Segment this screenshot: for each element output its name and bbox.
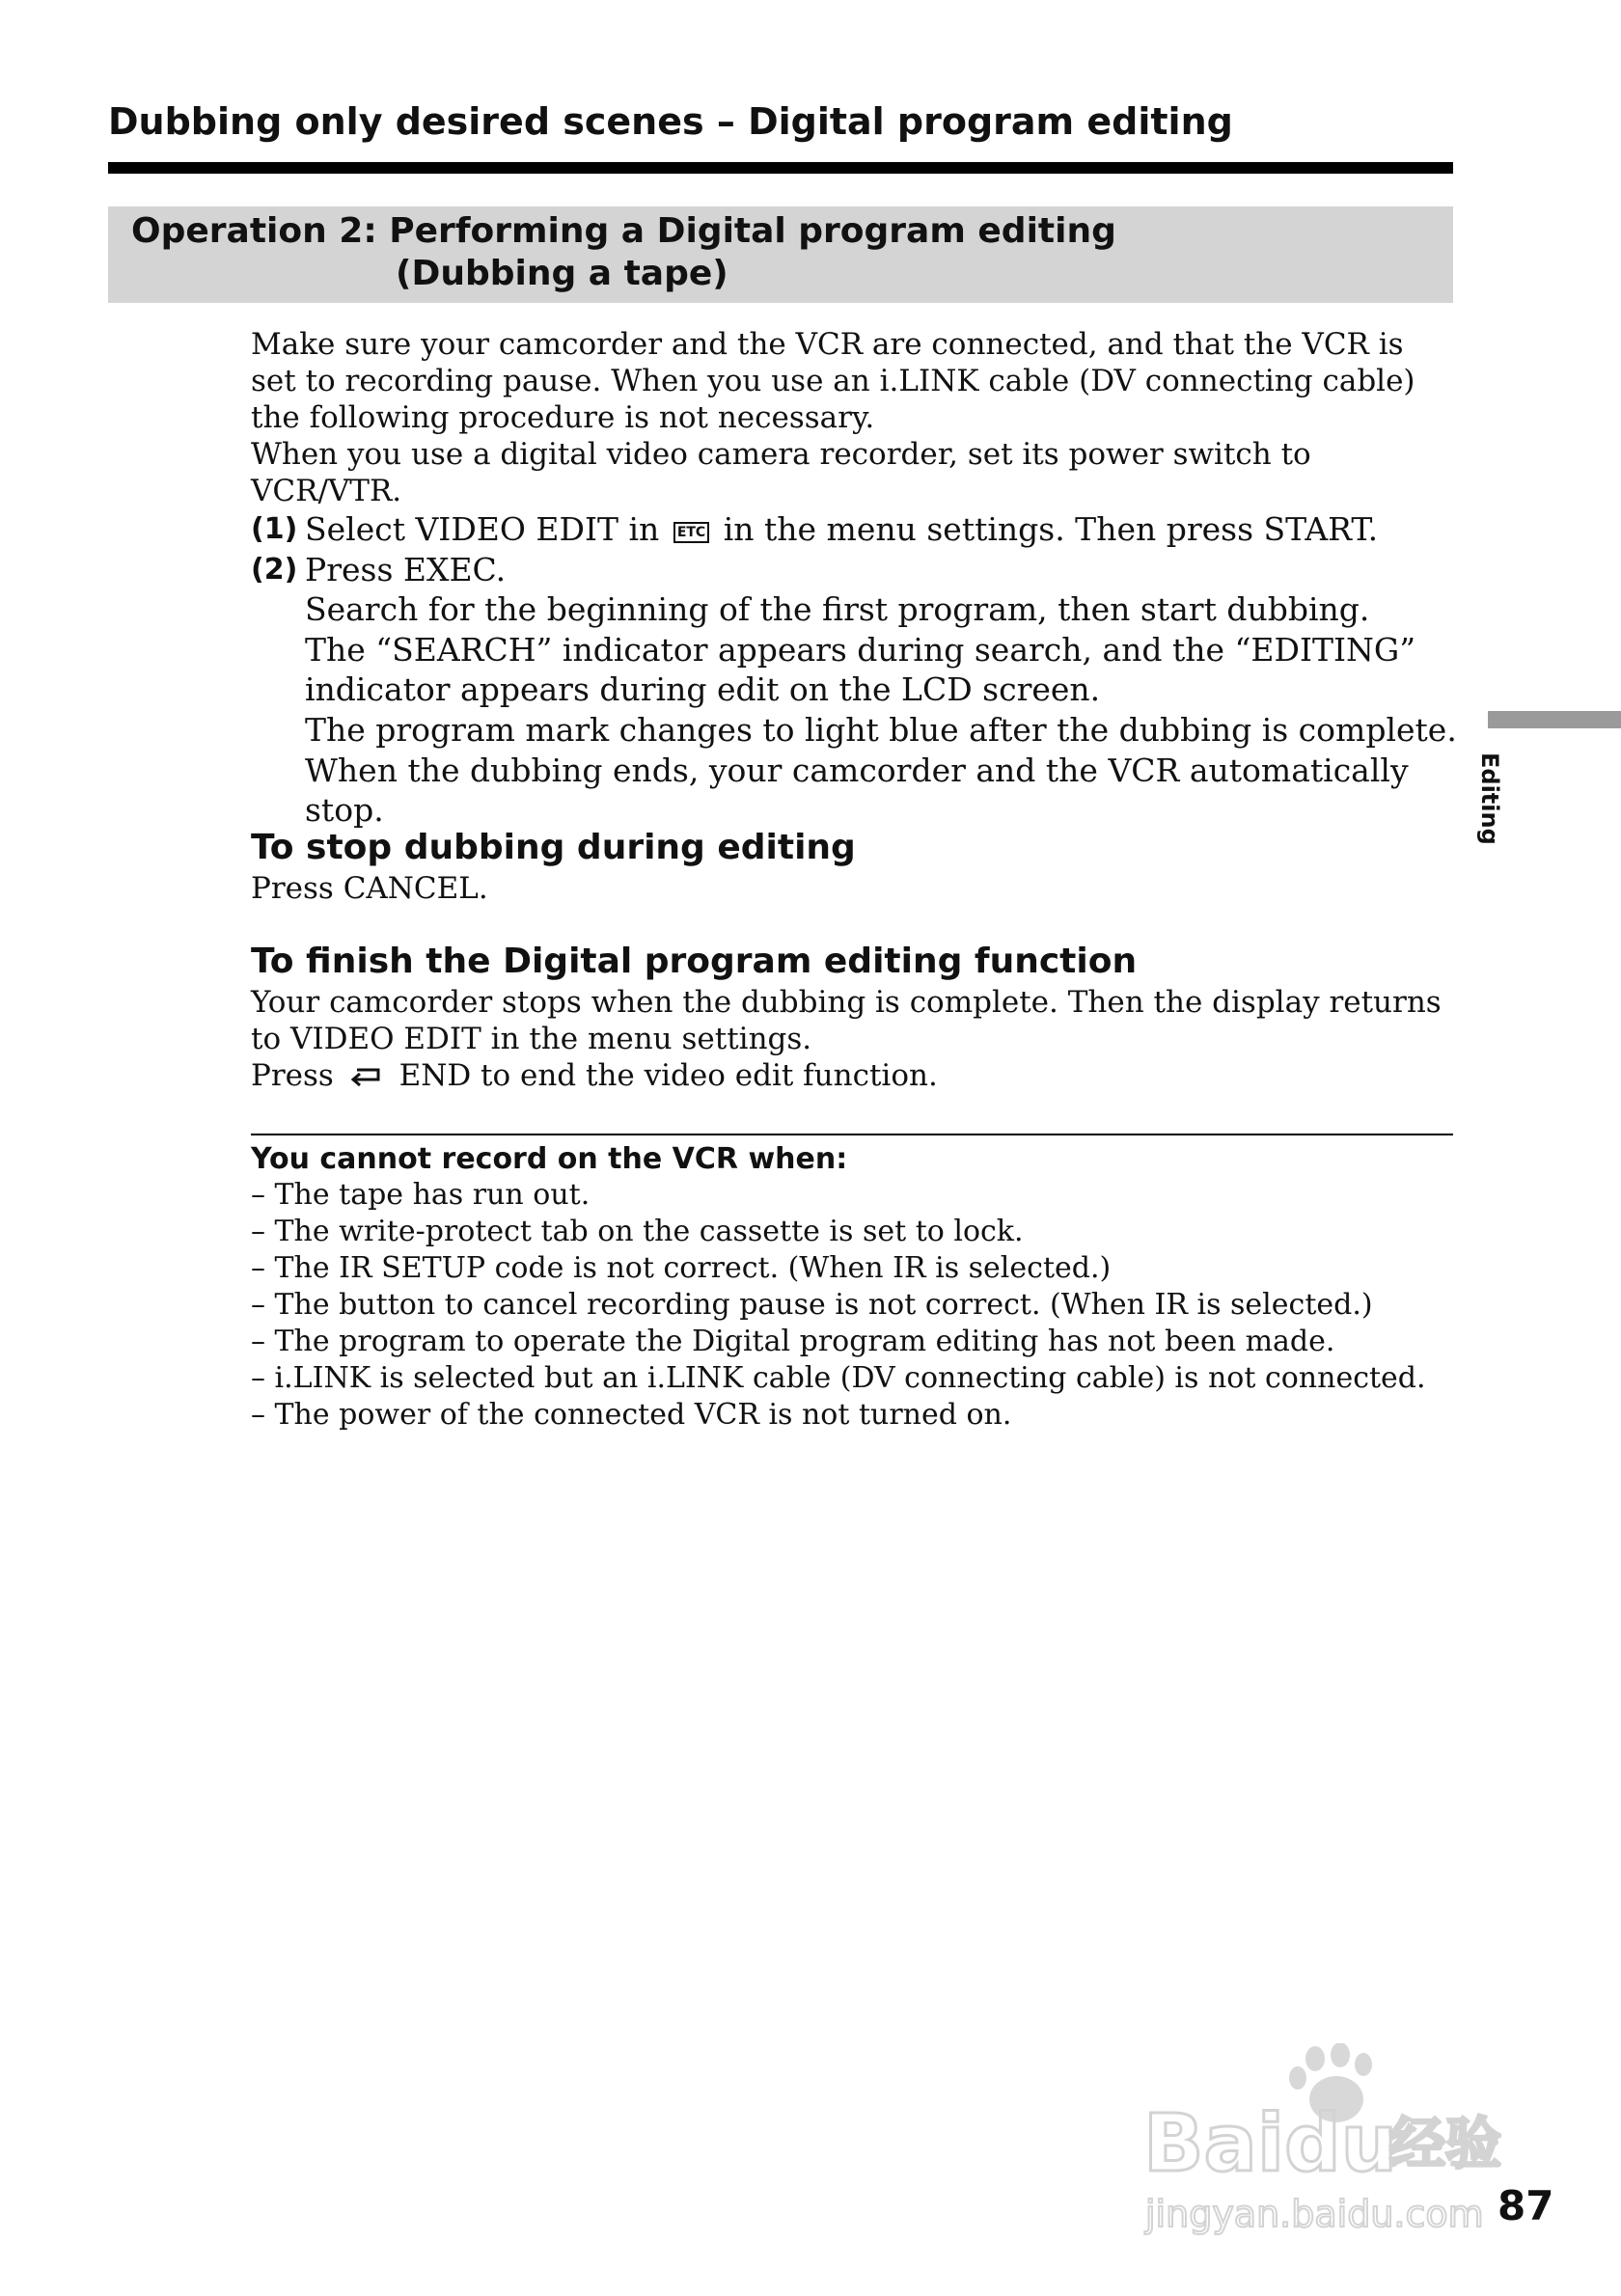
finish-end-text: END to end the video edit function.	[398, 1058, 938, 1093]
operation-title-box	[108, 206, 1453, 303]
watermark-chinese: 经验	[1389, 2111, 1502, 2176]
finish-paragraph	[251, 1057, 1453, 1094]
stop-dubbing-text: Press CANCEL.	[251, 871, 488, 906]
finish-paragraph: Your camcorder stops when the dubbing is complete. Then the display returns to VIDEO EDIT in the menu settings.	[251, 985, 1442, 1056]
list-item: – The power of the connected VCR is not turned on.	[251, 1398, 1012, 1432]
list-item: – The program to operate the Digital program editing has not been made.	[251, 1325, 1335, 1358]
step-line: The program mark changes to light blue after the dubbing is complete.	[305, 710, 1457, 749]
etc-menu-icon: ETC	[673, 522, 709, 543]
notes-list	[251, 1177, 1453, 1434]
list-item: – The IR SETUP code is not correct. (When IR is selected.)	[251, 1251, 1112, 1285]
list-item: – The button to cancel recording pause is not correct. (When IR is selected.)	[251, 1288, 1373, 1322]
notes-rule	[251, 1134, 1453, 1135]
watermark-brand: Baidu	[1143, 2098, 1398, 2190]
notes-heading: You cannot record on the VCR when:	[251, 1142, 848, 1176]
step-line: The “SEARCH” indicator appears during search, and the “EDITING” indicator appears during edit on the LCD screen.	[305, 630, 1416, 709]
steps-list	[251, 509, 1467, 831]
finish-editing-text	[251, 984, 1453, 1094]
page-header: Dubbing only desired scenes – Digital program editing	[108, 100, 1233, 143]
side-tab-label: Editing	[1476, 752, 1503, 845]
stop-dubbing-heading: To stop dubbing during editing	[251, 828, 856, 867]
step-body	[305, 509, 1467, 550]
step-line: Search for the beginning of the first program, then start dubbing.	[305, 590, 1370, 629]
list-item: – The write-protect tab on the cassette is set to lock.	[251, 1215, 1024, 1248]
return-icon	[347, 1066, 386, 1089]
operation-title-line1: Operation 2: Performing a Digital program editing	[131, 211, 1116, 251]
finish-editing-heading: To finish the Digital program editing function	[251, 942, 1138, 981]
list-item: – The tape has run out.	[251, 1178, 591, 1212]
step-text: Select VIDEO EDIT in	[305, 510, 660, 548]
header-rule	[108, 162, 1453, 174]
intro-text	[251, 326, 1453, 509]
side-tab-bar	[1488, 711, 1621, 728]
step-2	[251, 550, 1467, 831]
operation-title-line2: (Dubbing a tape)	[396, 254, 728, 293]
intro-paragraph: Make sure your camcorder and the VCR are connected, and that the VCR is set to recording pause. When you use an i.LINK cable (DV connecting cable) the following procedure is not necessary.	[251, 327, 1415, 435]
step-line: When the dubbing ends, your camcorder and the VCR automatically stop.	[305, 751, 1409, 830]
intro-paragraph: When you use a digital video camera recorder, set its power switch to VCR/VTR.	[251, 437, 1311, 508]
watermark-url: jingyan.baidu.com	[1145, 2193, 1484, 2235]
step-1	[251, 509, 1467, 550]
step-number: (2)	[251, 552, 298, 587]
finish-press-text: Press	[251, 1058, 334, 1093]
step-text: in the menu settings. Then press START.	[723, 510, 1379, 548]
step-number: (1)	[251, 512, 298, 546]
page-number: 87	[1497, 2182, 1554, 2229]
step-body	[305, 550, 1467, 831]
baidu-watermark	[1143, 2043, 1539, 2236]
step-line: Press EXEC.	[305, 550, 507, 588]
list-item: – i.LINK is selected but an i.LINK cable (DV connecting cable) is not connected.	[251, 1361, 1426, 1395]
